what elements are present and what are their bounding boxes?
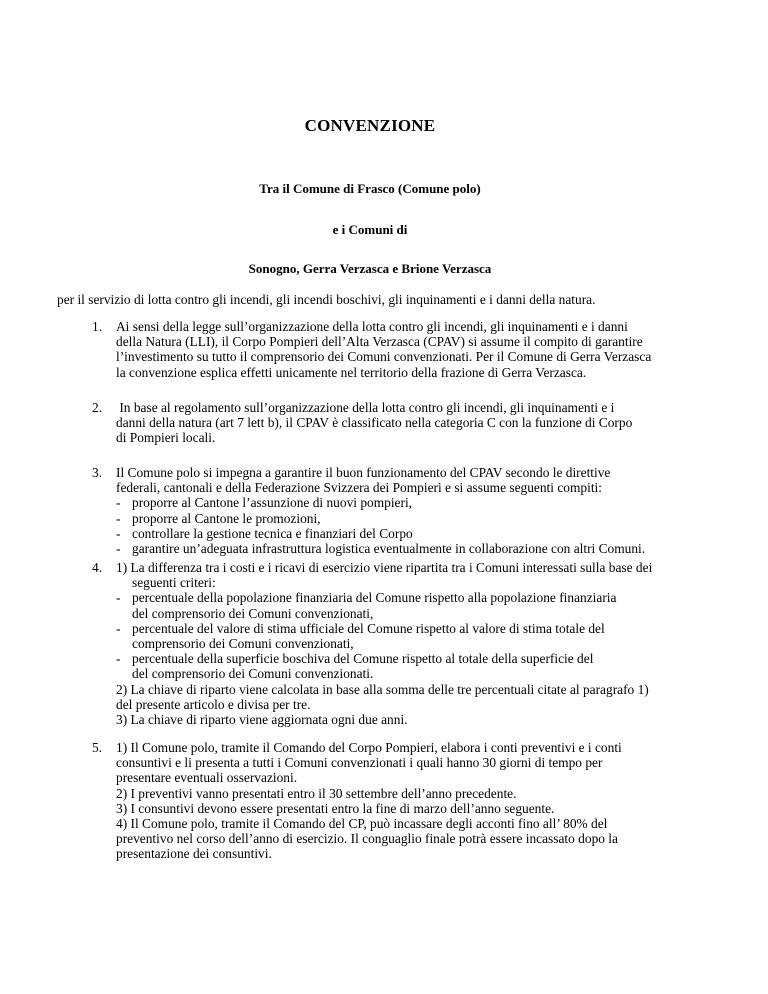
text-line: danni della natura (art 7 lett b), il CPAV è classificato nella categoria C con la funzione di Corpo (116, 415, 633, 431)
intro-text: per il servizio di lotta contro gli incendi, gli incendi boschivi, gli inquinamenti e i danni della natura. (57, 292, 596, 307)
bullet-continuation: del comprensorio dei Comuni convenzionati, (132, 605, 374, 621)
party-intro: e i Comuni di (332, 222, 408, 237)
text-line: 3) I consuntivi devono essere presentati entro la fine di marzo dell’anno seguente. (116, 800, 555, 816)
text-line: 1) Il Comune polo, tramite il Comando del Corpo Pompieri, elabora i conti preventivi e i conti (116, 740, 622, 755)
dash-icon: - (116, 510, 121, 526)
text-line: 2) I preventivi vanno presentati entro il 30 settembre dell’anno precedente. (116, 785, 517, 801)
bullet-text: garantire un’adeguata infrastruttura logistica eventualmente in collaborazione con altri Comuni. (132, 541, 646, 557)
bullet-item (116, 590, 736, 605)
text-line: 2) La chiave di riparto viene calcolata in base alla somma delle tre percentuali citate al paragrafo 1) (116, 681, 649, 697)
bullet-continuation: del comprensorio dei Comuni convenzionati. (132, 666, 374, 682)
bullet-item (116, 495, 736, 510)
article-number: 5. (92, 740, 103, 755)
text-line: 4) Il Comune polo, tramite il Comando del CP, può incassare degli acconti fino all’ 80% del (116, 816, 608, 832)
dash-icon: - (116, 495, 121, 511)
bullet-continuation: comprensorio dei Comuni convenzionati, (132, 636, 354, 652)
dash-icon: - (116, 541, 121, 557)
article-number: 4. (92, 560, 103, 575)
article-text (116, 319, 736, 380)
party-comuni: Sonogno, Gerra Verzasca e Brione Verzasca (248, 261, 492, 276)
article-number: 1. (92, 319, 103, 334)
document-title: CONVENZIONE (304, 116, 436, 135)
bullet-text: percentuale della superficie boschiva del Comune rispetto al totale della superficie del (132, 651, 594, 667)
text-line: l’investimento su tutto il comprensorio dei Comuni convenzionati. Per il Comune di Gerra Verzasca (116, 349, 652, 365)
article-number: 3. (92, 465, 103, 480)
dash-icon: - (116, 620, 121, 636)
bullet-item (116, 621, 736, 636)
text-line: Ai sensi della legge sull’organizzazione della lotta contro gli incendi, gli inquinamenti e i danni (116, 319, 628, 334)
text-line: la convenzione esplica effetti unicamente nel territorio della frazione di Gerra Verzasca. (116, 364, 587, 380)
dash-icon: - (116, 651, 121, 667)
text-line: In base al regolamento sull’organizzazione della lotta contro gli incendi, gli inquinamenti e i (116, 400, 615, 415)
article-number: 2. (92, 400, 103, 415)
article-text (116, 560, 736, 727)
bullet-item (116, 511, 736, 526)
bullet-text: proporre al Cantone l’assunzione di nuovi pompieri, (132, 495, 413, 511)
text-line: Il Comune polo si impegna a garantire il buon funzionamento del CPAV secondo le direttive (116, 465, 611, 480)
article-text (116, 740, 736, 862)
bullet-text: percentuale del valore di stima ufficiale del Comune rispetto al valore di stima totale del (132, 620, 605, 636)
text-line: 1) La differenza tra i costi e i ricavi di esercizio viene ripartita tra i Comuni interessati sulla base dei (116, 560, 653, 575)
text-line: del presente articolo e divisa per tre. (116, 696, 311, 712)
text-line: 3) La chiave di riparto viene aggiornata ogni due anni. (116, 712, 408, 728)
text-line: presentazione dei consuntivi. (116, 846, 272, 862)
text-line: seguenti criteri: (132, 575, 216, 591)
bullet-text: percentuale della popolazione finanziaria del Comune rispetto alla popolazione finanziaria (132, 590, 617, 606)
dash-icon: - (116, 525, 121, 541)
dash-icon: - (116, 590, 121, 606)
text-line: presentare eventuali osservazioni. (116, 770, 298, 786)
article-text (116, 400, 736, 446)
bullet-text: proporre al Cantone le promozioni, (132, 510, 321, 526)
bullet-item (116, 651, 736, 666)
article-text (116, 465, 736, 556)
bullet-text: controllare la gestione tecnica e finanziari del Corpo (132, 525, 413, 541)
text-line: federali, cantonali e della Federazione Svizzera dei Pompieri e si assume seguenti compiti: (116, 480, 602, 496)
text-line: della Natura (LLI), il Corpo Pompieri dell’Alta Verzasca (CPAV) si assume il compito di garantire (116, 334, 643, 350)
text-line: preventivo nel corso dell’anno di esercizio. Il conguaglio finale potrà essere incassato dopo la (116, 831, 618, 847)
text-line: di Pompieri locali. (116, 430, 216, 446)
bullet-item (116, 541, 736, 556)
text-line: consuntivi e li presenta a tutti i Comuni convenzionati i quali hanno 30 giorni di tempo per (116, 755, 603, 771)
bullet-item (116, 526, 736, 541)
party-frasco: Tra il Comune di Frasco (Comune polo) (259, 181, 481, 196)
